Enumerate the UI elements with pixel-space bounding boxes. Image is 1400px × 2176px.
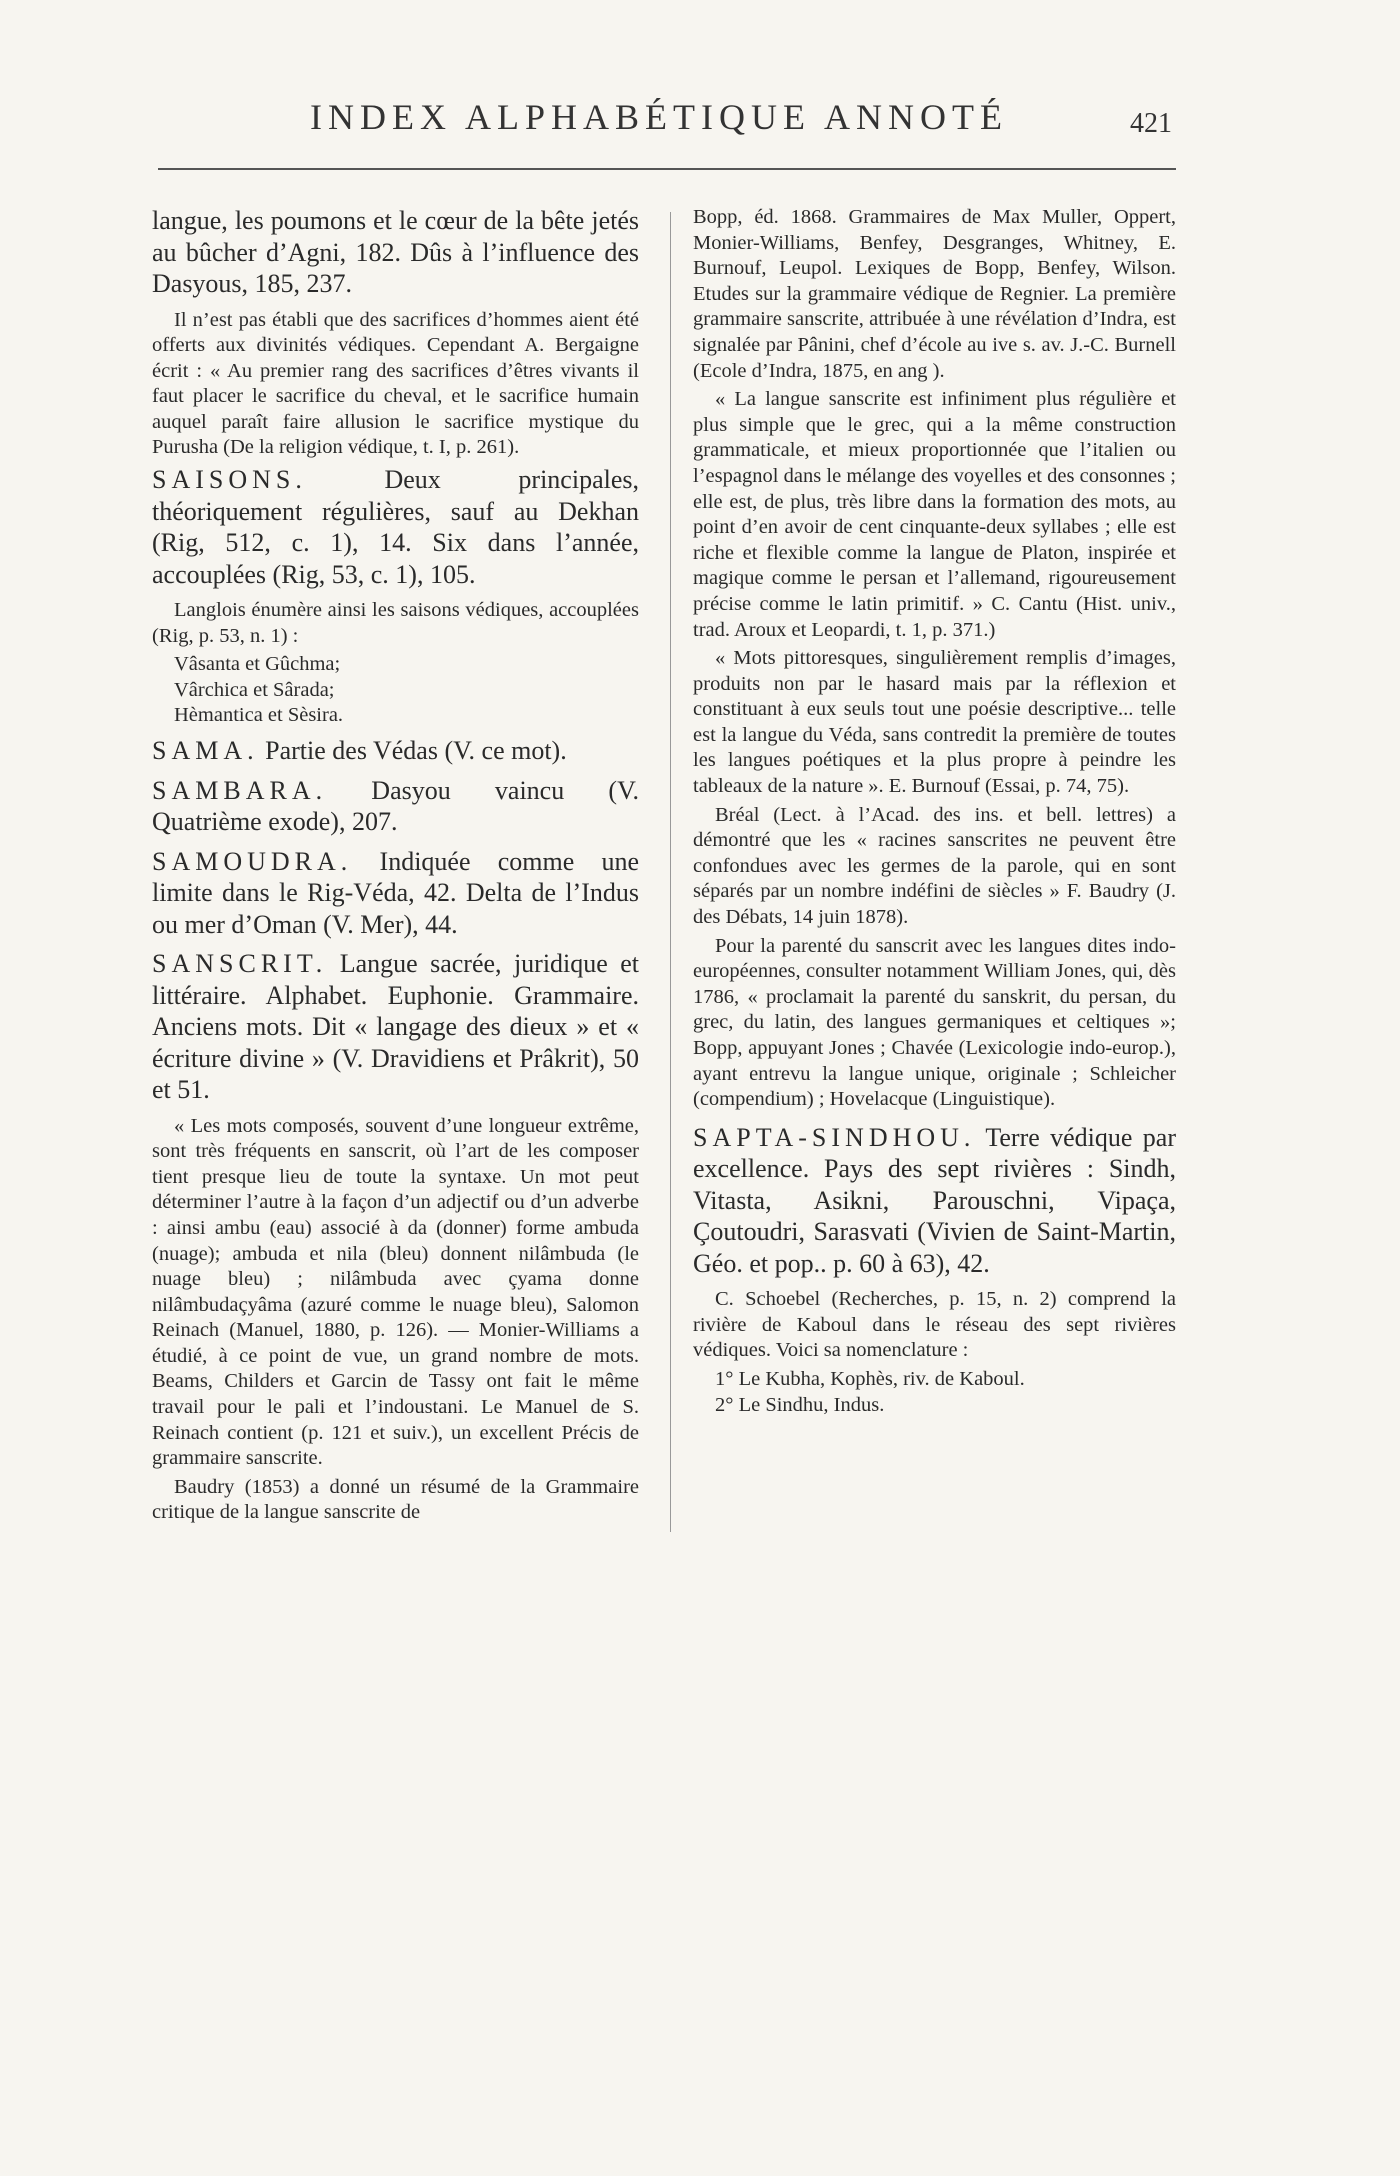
header-rule (158, 168, 1176, 170)
headword-saisons: SAISONS. (152, 465, 307, 495)
note-mots-composes: « Les mots composés, souvent d’une longueur extrême, sont très fréquents en sanscrit, où l’art de les composer tient presque lieu de toute la syntaxe. Un mot peut déterminer l’autre à la façon d’un adjectif ou d’un adverbe : ainsi ambu (eau) associé à da (donner) forme ambuda (nuage); ambuda et nila (bleu) donnent nilâmbuda (le nuage bleu) ; nilâmbuda avec çyama donne nilâmbudaçyâma (azuré comme le nuage bleu), Salomon Reinach (Manuel, 1880, p. 126). — Monier-Williams a étudié, à ce point de vue, un grand nombre de mots. Beams, Childers et Garcin de Tassy ont fait le même travail pour le pali et l’indoustani. Le Manuel de S. Reinach contient (p. 121 et suiv.), un excellent Précis de grammaire sanscrite. (152, 1114, 639, 1470)
list-item: 2° Le Sindhu, Indus. (715, 1393, 885, 1416)
column-separator (670, 212, 671, 1532)
headword-sambara: SAMBARA. (152, 775, 328, 805)
entry-continuation: langue, les poumons et le cœur de la bête jetés au bûcher d’Agni, 182. Dûs à l’influence des Dasyous, 185, 237. (152, 206, 639, 298)
note-sacrifices: Il n’est pas établi que des sacrifices d’hommes aient été offerts aux divinités védiques. Cependant A. Bergaigne écrit : « Au premier rang des sacrifices d’êtres vivants il faut placer le sacrifice du cheval, et le sacrifice humain auquel paraît faire allusion le sacrifice mystique du Purusha (De la religion védique, t. I, p. 261). (152, 308, 639, 459)
headword-sapta-sindhou: SAPTA-SINDHOU. (693, 1122, 976, 1152)
page-number: 421 (1130, 108, 1172, 139)
note-parente: Pour la parenté du sanscrit avec les langues dites indo-européennes, consulter notamment William Jones, qui, dès 1786, « proclamait la parenté du sanskrit, du persan, du grec, du latin, des langues germaniques et celtiques »; Bopp, appuyant Jones ; Chavée (Lexicologie indo-europ.), ayant entrevu la langue unique, originale ; Schleicher (compendium) ; Hovelacque (Linguistique). (693, 934, 1176, 1111)
headword-samoudra: SAMOUDRA. (152, 846, 353, 876)
note-mots-pittoresques: « Mots pittoresques, singulièrement remplis d’images, produits non par le hasard mais par la réflexion et constituant à eux seuls tout une poésie descriptive... telle est la langue du Véda, sans contredit la première de toutes les langues poétiques et la plus propre à peindre les tableaux de la nature ». E. Burnouf (Essai, p. 74, 75). (693, 647, 1176, 798)
entry-sapta-sindhou-body: Terre védique par excellence. Pays des sept rivières : Sindh, Vitasta, Asikni, Parouschni, Vipaça, Çoutoudri, Sarasvati (Vivien de Saint-Martin, Géo. et pop.. p. 60 à 63), 42. (693, 1122, 1176, 1278)
entry-sanscrit-body: Langue sacrée, juridique et littéraire. Alphabet. Euphonie. Grammaire. Anciens mots. Dit « langage des dieux » et « écriture divine » (V. Dravidiens et Prâkrit), 50 et 51. (152, 949, 639, 1105)
verse-line: Vârchica et Sârada; (174, 678, 335, 701)
left-column (152, 205, 639, 1529)
right-column (693, 205, 1176, 1418)
entry-sama (152, 735, 639, 767)
note-baudry: Baudry (1853) a donné un résumé de la Grammaire critique de la langue sanscrite de (152, 1475, 639, 1524)
entry-samoudra-body: Indiquée comme une limite dans le Rig-Véda, 42. Delta de l’Indus ou mer d’Oman (V. Mer), 44. (152, 846, 639, 939)
note-langue-sanscrite: « La langue sanscrite est infiniment plus régulière et plus simple que le grec, qui a la même construction grammaticale, et mieux proportionnée que l’italien ou l’espagnol dans le mélange des voyelles et des consonnes ; elle est, de plus, très libre dans la formation des mots, au point d’en avoir de cent cinquante-deux syllabes ; elle est riche et flexible comme la langue de Platon, inspirée et magique comme le persan et l’allemand, rigoureusement précise comme le latin primitif. » C. Cantu (Hist. univ., trad. Aroux et Leopardi, t. 1, p. 371.) (693, 388, 1176, 641)
note-breal: Bréal (Lect. à l’Acad. des ins. et bell. lettres) a démontré que les « racines sanscrites ne peuvent être confondues avec les germes de la parole, qui en sont séparés par un nombre indéfini de siècles » F. Baudry (J. des Débats, 14 juin 1878). (693, 803, 1176, 929)
note-langlois: Langlois énumère ainsi les saisons védiques, accouplées (Rig, p. 53, n. 1) : (152, 599, 639, 647)
list-item: 1° Le Kubha, Kophès, riv. de Kaboul. (715, 1368, 1025, 1391)
entry-sambara-body: Dasyou vaincu (V. Quatrième exode), 207. (152, 775, 639, 837)
verse-line: Vâsanta et Gûchma; (174, 653, 341, 676)
verse-line: Hèmantica et Sèsira. (174, 704, 344, 727)
note-grammaires: Bopp, éd. 1868. Grammaires de Max Muller, Oppert, Monier-Williams, Benfey, Desgranges, Whitney, E. Burnouf, Leupol. Lexiques de Bopp, Benfey, Wilson. Etudes sur la grammaire védique de Regnier. La première grammaire sanscrite, attribuée à une révélation d’Indra, est signalée par Pânini, chef d’école au ive s. av. J.-C. Burnell (Ecole d’Indra, 1875, en ang ). (693, 206, 1176, 382)
entry-samoudra (152, 846, 639, 941)
page-header (0, 96, 1400, 146)
running-title: INDEX ALPHABÉTIQUE ANNOTÉ (310, 97, 1008, 137)
entry-sambara (152, 775, 639, 838)
headword-sanscrit: SANSCRIT. (152, 949, 328, 979)
headword-sama: SAMA. (152, 736, 259, 766)
entry-sama-body: Partie des Védas (V. ce mot). (258, 736, 567, 766)
note-schoebel: C. Schoebel (Recherches, p. 15, n. 2) comprend la rivière de Kaboul dans le réseau des sept rivières védiques. Voici sa nomenclature : (693, 1288, 1176, 1362)
entry-sapta-sindhou (693, 1122, 1176, 1280)
entry-sanscrit (152, 948, 639, 1106)
entry-saisons-body: Deux principales, théoriquement régulières, sauf au Dekhan (Rig, 512, c. 1), 14. Six dans l’année, accouplées (Rig, 53, c. 1), 105. (152, 465, 639, 589)
entry-saisons (152, 464, 639, 590)
